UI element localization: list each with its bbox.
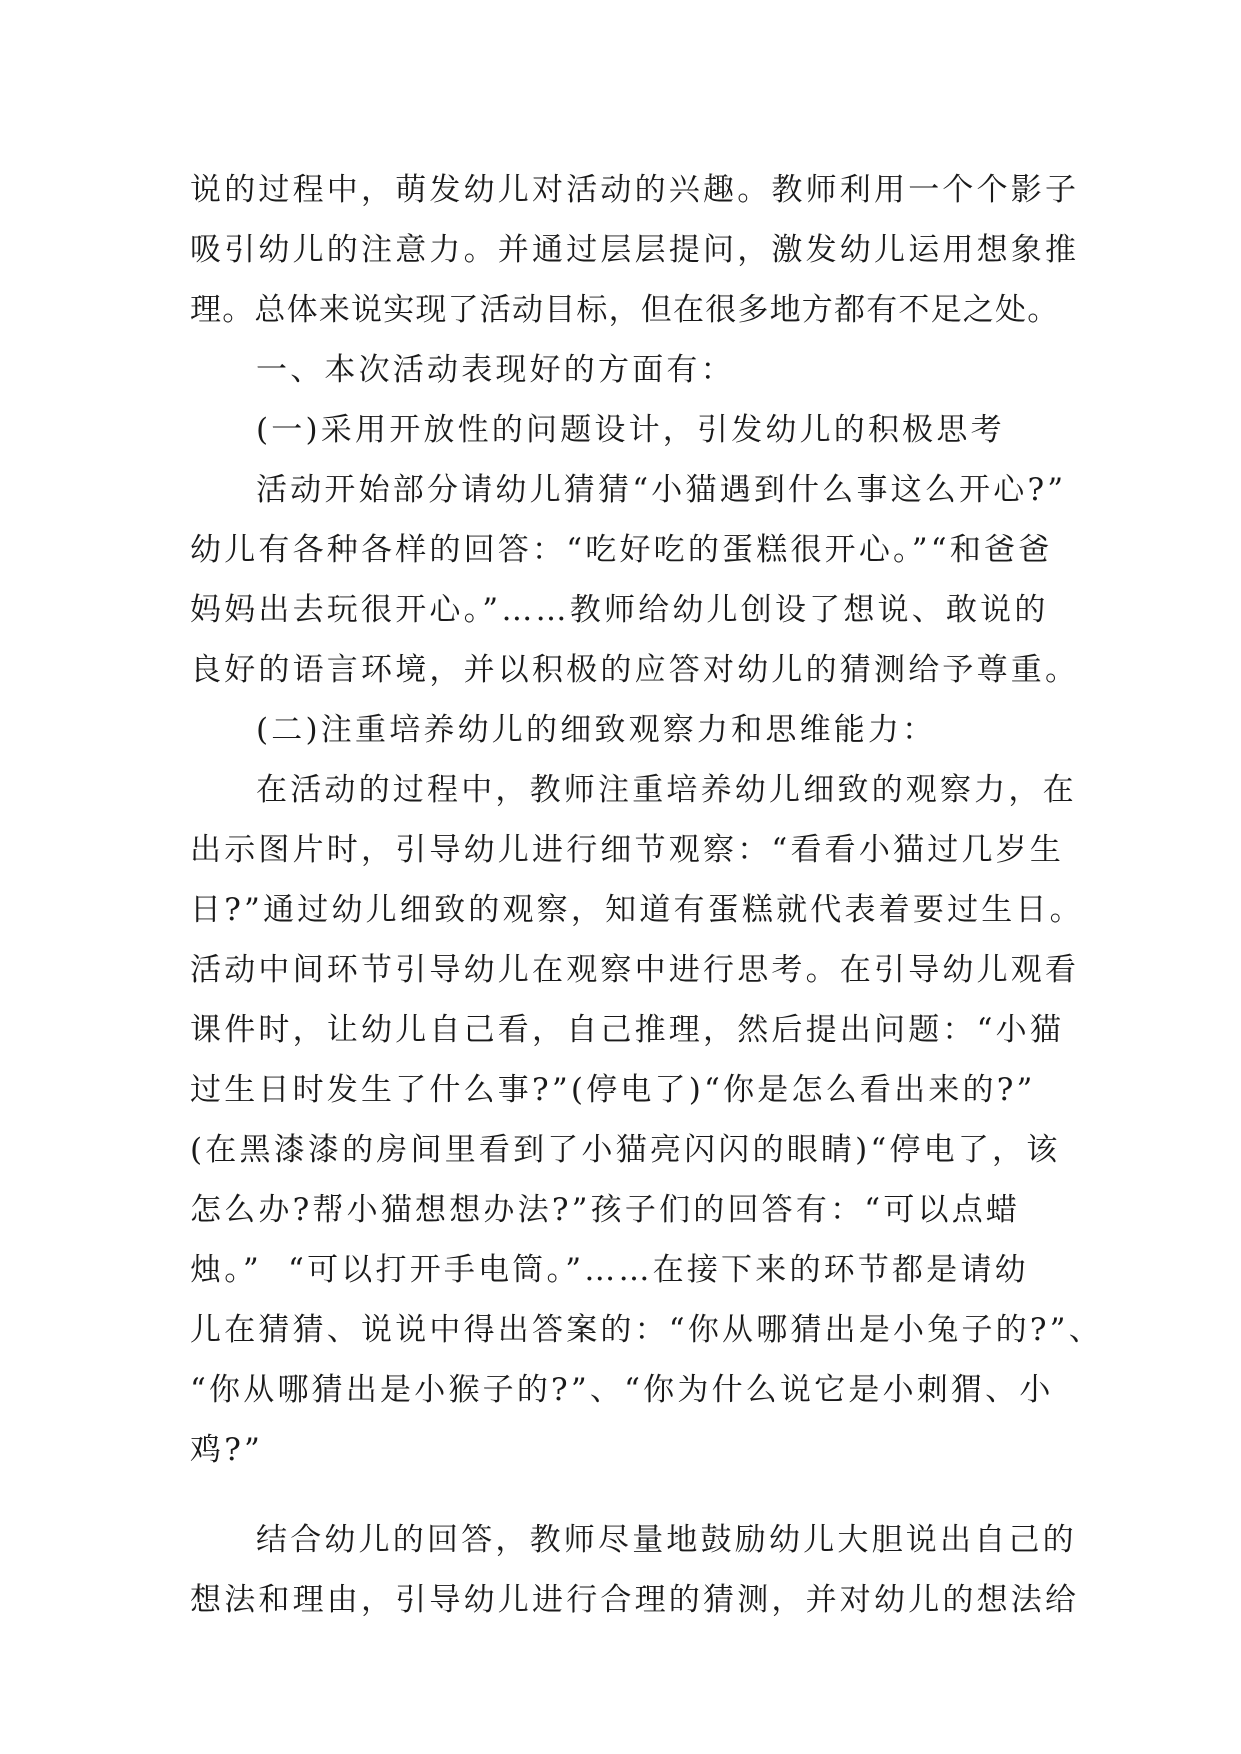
paragraph-line: 理。总体来说实现了活动目标，但在很多地方都有不足之处。 (190, 292, 1060, 328)
paragraph-line: 想法和理由，引导幼儿进行合理的猜测，并对幼儿的想法给 (190, 1582, 1080, 1618)
paragraph-line: 妈妈出去玩很开心。”……教师给幼儿创设了想说、敢说的 (190, 592, 1049, 628)
document-body (190, 160, 1103, 1630)
paragraph-line: 烛。” “可以打开手电筒。”……在接下来的环节都是请幼 (190, 1252, 1029, 1288)
paragraph-line: 说的过程中，萌发幼儿对活动的兴趣。教师利用一个个影子 (190, 172, 1080, 208)
section-heading: 一、本次活动表现好的方面有： (256, 352, 735, 388)
paragraph-line: 在活动的过程中，教师注重培养幼儿细致的观察力，在 (256, 772, 1077, 808)
paragraph-line: 结合幼儿的回答，教师尽量地鼓励幼儿大胆说出自己的 (256, 1522, 1077, 1558)
paragraph-line: 儿在猜猜、说说中得出答案的：“你从哪猜出是小兔子的?”、 (190, 1312, 1103, 1348)
paragraph-line: “你从哪猜出是小猴子的?”、“你为什么说它是小刺猬、小 (190, 1372, 1054, 1408)
subsection-heading: (一)采用开放性的问题设计，引发幼儿的积极思考 (256, 412, 1005, 448)
paragraph-line: 鸡?” (190, 1432, 264, 1468)
paragraph-line: 课件时，让幼儿自己看，自己推理，然后提出问题：“小猫 (190, 1012, 1065, 1048)
subsection-heading: (二)注重培养幼儿的细致观察力和思维能力： (256, 712, 937, 748)
paragraph-line: 幼儿有各种各样的回答：“吃好吃的蛋糕很开心。”“和爸爸 (190, 532, 1053, 568)
paragraph-line: (在黑漆漆的房间里看到了小猫亮闪闪的眼睛)“停电了，该 (190, 1132, 1061, 1168)
paragraph-line: 良好的语言环境，并以积极的应答对幼儿的猜测给予尊重。 (190, 652, 1080, 688)
paragraph-line: 活动中间环节引导幼儿在观察中进行思考。在引导幼儿观看 (190, 952, 1080, 988)
paragraph-line: 日?”通过幼儿细致的观察，知道有蛋糕就代表着要过生日。 (190, 892, 1084, 928)
paragraph-line: 活动开始部分请幼儿猜猜“小猫遇到什么事这么开心?” (256, 472, 1067, 508)
paragraph-line: 吸引幼儿的注意力。并通过层层提问，激发幼儿运用想象推 (190, 232, 1080, 268)
paragraph-line: 过生日时发生了什么事?”(停电了)“你是怎么看出来的?” (190, 1072, 1036, 1108)
paragraph-line: 出示图片时，引导幼儿进行细节观察：“看看小猫过几岁生 (190, 832, 1065, 868)
paragraph-line: 怎么办?帮小猫想想办法?”孩子们的回答有：“可以点蜡 (190, 1192, 1021, 1228)
